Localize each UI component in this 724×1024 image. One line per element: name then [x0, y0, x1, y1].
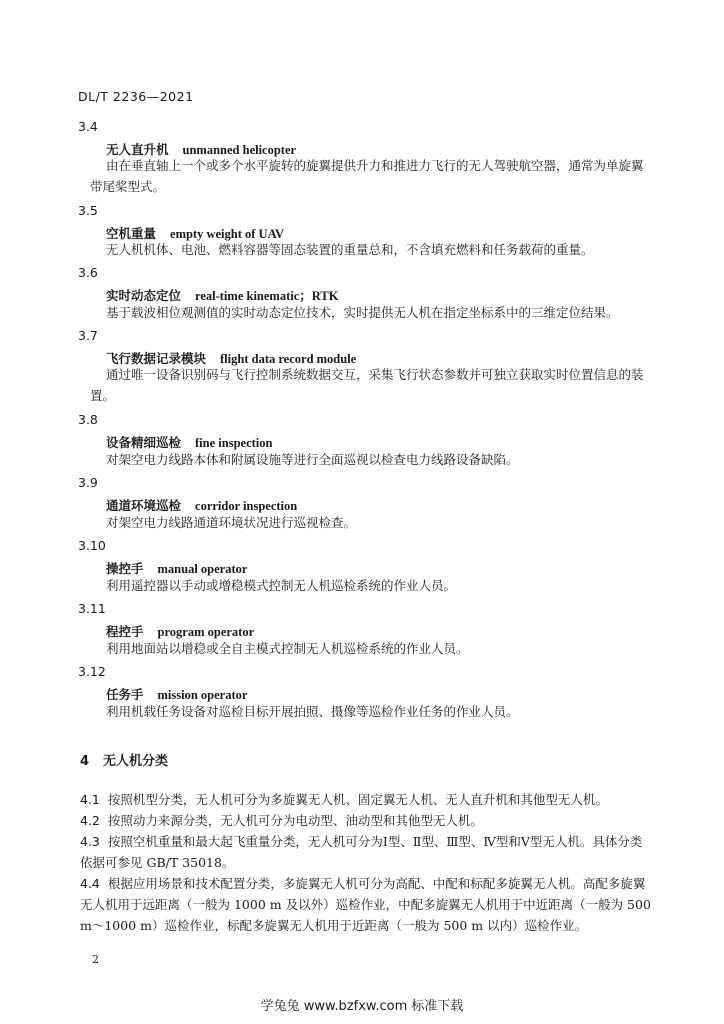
term-en: fine inspection — [195, 436, 273, 450]
term-en: unmanned helicopter — [182, 143, 297, 157]
term-cn: 程控手 — [106, 624, 144, 639]
term-cn: 任务手 — [106, 687, 144, 702]
term-definition: 对架空电力线路本体和附属设施等进行全面巡视以检查电力线路设备缺陷。 — [106, 452, 519, 467]
term-en: real-time kinematic；RTK — [195, 289, 339, 303]
term-cn: 空机重量 — [106, 226, 157, 241]
clause-text: 按照空机重量和最大起飞重量分类，无人机可分为Ⅰ型、Ⅱ型、Ⅲ型、Ⅳ型和Ⅴ型无人机。具体分类依据可参见 GB/T 35018。 — [80, 834, 643, 870]
clause-text: 按照动力来源分类，无人机可分为电动型、油动型和其他型无人机。 — [107, 813, 483, 828]
clause-number: 4.1 — [80, 792, 100, 807]
term-en: flight data record module — [220, 352, 357, 366]
term-cn: 设备精细巡检 — [106, 435, 182, 450]
term-number: 3.4 — [78, 119, 98, 134]
clause — [80, 831, 652, 873]
term-definition: 对架空电力线路通道环境状况进行巡视检查。 — [106, 515, 357, 530]
clause-text: 根据应用场景和技术配置分类，多旋翼无人机可分为高配、中配和标配多旋翼无人机。高配多旋翼无人机用于远距离（一般为 1000 m 及以外）巡检作业，中配多旋翼无人机用于中近距离（一般为 500 m～1000 m）巡检作业，标配多旋翼无人机用于近距离（一般为 500 m 以内）巡检作业。 — [80, 876, 651, 933]
clause — [80, 789, 652, 810]
term-cn: 无人直升机 — [106, 142, 169, 157]
term-definition: 通过唯一设备识别码与飞行控制系统数据交互，采集飞行状态参数并可独立获取实时位置信息的装置。 — [90, 367, 644, 403]
term-number: 3.6 — [78, 265, 98, 280]
document-code: DL/T 2236—2021 — [78, 89, 194, 104]
term-cn: 飞行数据记录模块 — [106, 351, 207, 366]
term-number: 3.9 — [78, 475, 98, 490]
term-number: 3.7 — [78, 328, 98, 343]
term-definition: 利用遥控器以手动或增稳模式控制无人机巡检系统的作业人员。 — [106, 578, 457, 593]
term-en: mission operator — [157, 688, 248, 702]
section-heading — [80, 750, 168, 769]
term-definition: 利用机载任务设备对巡检目标开展拍照、摄像等巡检作业任务的作业人员。 — [106, 704, 519, 719]
term-number: 3.10 — [78, 538, 106, 553]
footer-watermark: 学兔兔 www.bzfxw.com 标准下载 — [260, 999, 464, 1014]
term-number: 3.5 — [78, 203, 98, 218]
term-number: 3.12 — [78, 664, 106, 679]
term-definition: 利用地面站以增稳或全自主模式控制无人机巡检系统的作业人员。 — [106, 641, 469, 656]
term-number: 3.8 — [78, 412, 98, 427]
term-en: empty weight of UAV — [170, 227, 285, 241]
clause-number: 4.2 — [80, 813, 100, 828]
term-number: 3.11 — [78, 601, 106, 616]
section-number: 4 — [80, 754, 90, 769]
term-en: corridor inspection — [195, 499, 298, 513]
term-en: program operator — [157, 625, 255, 639]
clause-text: 按照机型分类，无人机可分为多旋翼无人机、固定翼无人机、无人直升机和其他型无人机。 — [107, 792, 608, 807]
term-en: manual operator — [157, 562, 248, 576]
term-cn: 实时动态定位 — [106, 288, 182, 303]
term-definition: 由在垂直轴上一个或多个水平旋转的旋翼提供升力和推进力飞行的无人驾驶航空器，通常为单旋翼带尾桨型式。 — [90, 158, 644, 194]
term-cn: 通道环境巡检 — [106, 498, 182, 513]
term-cn: 操控手 — [106, 561, 144, 576]
clause — [80, 810, 652, 831]
term-definition: 无人机机体、电池、燃料容器等固态装置的重量总和，不含填充燃料和任务载荷的重量。 — [106, 242, 594, 257]
clause-number: 4.4 — [80, 876, 100, 891]
term-definition: 基于载波相位观测值的实时动态定位技术，实时提供无人机在指定坐标系中的三维定位结果。 — [106, 305, 619, 320]
clause-number: 4.3 — [80, 834, 100, 849]
section-title: 无人机分类 — [103, 754, 169, 769]
page-number: 2 — [92, 953, 99, 966]
clause — [80, 873, 652, 936]
